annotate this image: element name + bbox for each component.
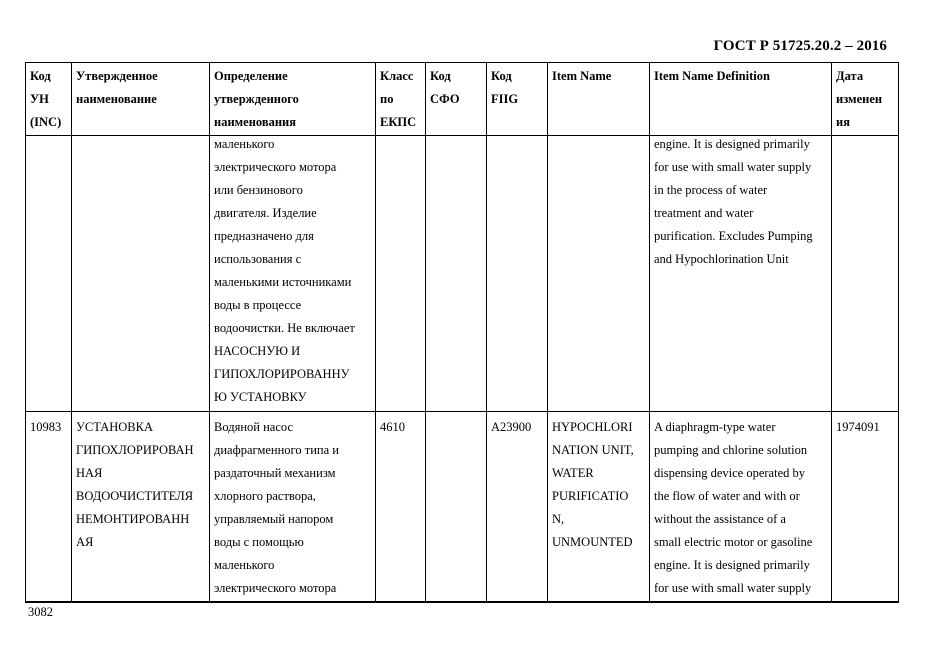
header-line: (INC) <box>30 115 62 129</box>
cell-line: engine. It is designed primarily <box>654 137 810 151</box>
cell-fiig <box>487 412 548 602</box>
cell-name-ru <box>72 412 210 602</box>
cell-line: двигателя. Изделие <box>214 206 317 220</box>
table-row <box>26 412 899 602</box>
cell-line: A23900 <box>491 420 532 434</box>
cell-line: WATER <box>552 466 594 480</box>
cell-name-ru <box>72 136 210 412</box>
cell-line: N, <box>552 512 565 526</box>
cell-line: хлорного раствора, <box>214 489 316 503</box>
cell-line: маленькими источниками <box>214 275 352 289</box>
cell-line: электрического мотора <box>214 581 337 595</box>
cell-line: УСТАНОВКА <box>76 420 153 434</box>
header-line: Item Name <box>552 69 612 83</box>
cell-line: диафрагменного типа и <box>214 443 339 457</box>
cell-line: dispensing device operated by <box>654 466 805 480</box>
cell-line: 10983 <box>30 420 62 434</box>
cell-line: маленького <box>214 558 275 572</box>
cell-line: или бензинового <box>214 183 303 197</box>
cell-line: for use with small water supply <box>654 581 812 595</box>
cell-line: водоочистки. Не включает <box>214 321 355 335</box>
header-change-date <box>832 63 899 136</box>
header-approved-name <box>72 63 210 136</box>
cell-definition-ru <box>210 136 376 412</box>
cell-line: A diaphragm-type water <box>654 420 776 434</box>
cell-line: purification. Excludes Pumping <box>654 229 813 243</box>
cell-line: 1974091 <box>836 420 880 434</box>
cell-line: 4610 <box>380 420 405 434</box>
cell-line: предназначено для <box>214 229 314 243</box>
header-line: по <box>380 92 394 106</box>
header-line: Код <box>30 69 51 83</box>
table-row <box>26 136 899 412</box>
cell-line: for use with small water supply <box>654 160 812 174</box>
cell-class <box>376 136 426 412</box>
cell-line: НАЯ <box>76 466 103 480</box>
cell-line: ВОДООЧИСТИТЕЛЯ <box>76 489 194 503</box>
cell-line: раздаточный механизм <box>214 466 336 480</box>
cell-item-name <box>548 136 650 412</box>
page-number: 3082 <box>28 605 53 619</box>
header-line: изменен <box>836 92 883 106</box>
header-line: наименование <box>76 92 157 106</box>
header-line: FIIG <box>491 92 519 106</box>
header-line: Определение <box>214 69 288 83</box>
cell-line: маленького <box>214 137 275 151</box>
cell-line: UNMOUNTED <box>552 535 633 549</box>
cell-line: PURIFICATIO <box>552 489 629 503</box>
cell-definition-en <box>650 136 832 412</box>
header-line: Item Name Definition <box>654 69 770 83</box>
cell-line: использования с <box>214 252 302 266</box>
header-definition-ru <box>210 63 376 136</box>
header-line: СФО <box>430 92 460 106</box>
header-sfo <box>426 63 487 136</box>
cell-date <box>832 412 899 602</box>
catalog-table <box>25 62 899 603</box>
cell-class <box>376 412 426 602</box>
cell-inc <box>26 136 72 412</box>
cell-line: НЕМОНТИРОВАНН <box>76 512 190 526</box>
cell-line: the flow of water and with or <box>654 489 800 503</box>
header-fiig <box>487 63 548 136</box>
cell-line: ГИПОХЛОРИРОВАН <box>76 443 194 457</box>
header-line: наименования <box>214 115 297 129</box>
cell-line: воды с помощью <box>214 535 304 549</box>
cell-sfo <box>426 412 487 602</box>
cell-definition-ru <box>210 412 376 602</box>
header-line: Код <box>430 69 451 83</box>
cell-line: Водяной насос <box>214 420 293 434</box>
header-line: Класс <box>380 69 414 83</box>
cell-fiig <box>487 136 548 412</box>
header-class <box>376 63 426 136</box>
cell-definition-en <box>650 412 832 602</box>
cell-item-name <box>548 412 650 602</box>
cell-line: электрического мотора <box>214 160 337 174</box>
header-inc <box>26 63 72 136</box>
cell-line: in the process of water <box>654 183 768 197</box>
header-line: утвержденного <box>214 92 299 106</box>
header-line: УН <box>30 92 49 106</box>
header-line: ия <box>836 115 850 129</box>
cell-line: управляемый напором <box>214 512 334 526</box>
header-line: Утвержденное <box>76 69 158 83</box>
header-item-name-definition <box>650 63 832 136</box>
document-title: ГОСТ Р 51725.20.2 – 2016 <box>713 38 887 54</box>
cell-line: НАСОСНУЮ И <box>214 344 301 358</box>
header-item-name <box>548 63 650 136</box>
cell-line: HYPOCHLORI <box>552 420 633 434</box>
cell-line: engine. It is designed primarily <box>654 558 810 572</box>
cell-line: pumping and chlorine solution <box>654 443 808 457</box>
cell-line: without the assistance of a <box>654 512 786 526</box>
header-line: ЕКПС <box>380 115 417 129</box>
cell-line: small electric motor or gasoline <box>654 535 813 549</box>
cell-line: NATION UNIT, <box>552 443 634 457</box>
cell-line: Ю УСТАНОВКУ <box>214 390 307 404</box>
header-line: Код <box>491 69 512 83</box>
table-header-row <box>26 63 899 136</box>
cell-line: АЯ <box>76 535 94 549</box>
cell-date <box>832 136 899 412</box>
cell-line: воды в процессе <box>214 298 302 312</box>
header-line: Дата <box>836 69 864 83</box>
cell-line: treatment and water <box>654 206 754 220</box>
cell-line: ГИПОХЛОРИРОВАННУ <box>214 367 350 381</box>
cell-sfo <box>426 136 487 412</box>
cell-line: and Hypochlorination Unit <box>654 252 789 266</box>
cell-inc <box>26 412 72 602</box>
